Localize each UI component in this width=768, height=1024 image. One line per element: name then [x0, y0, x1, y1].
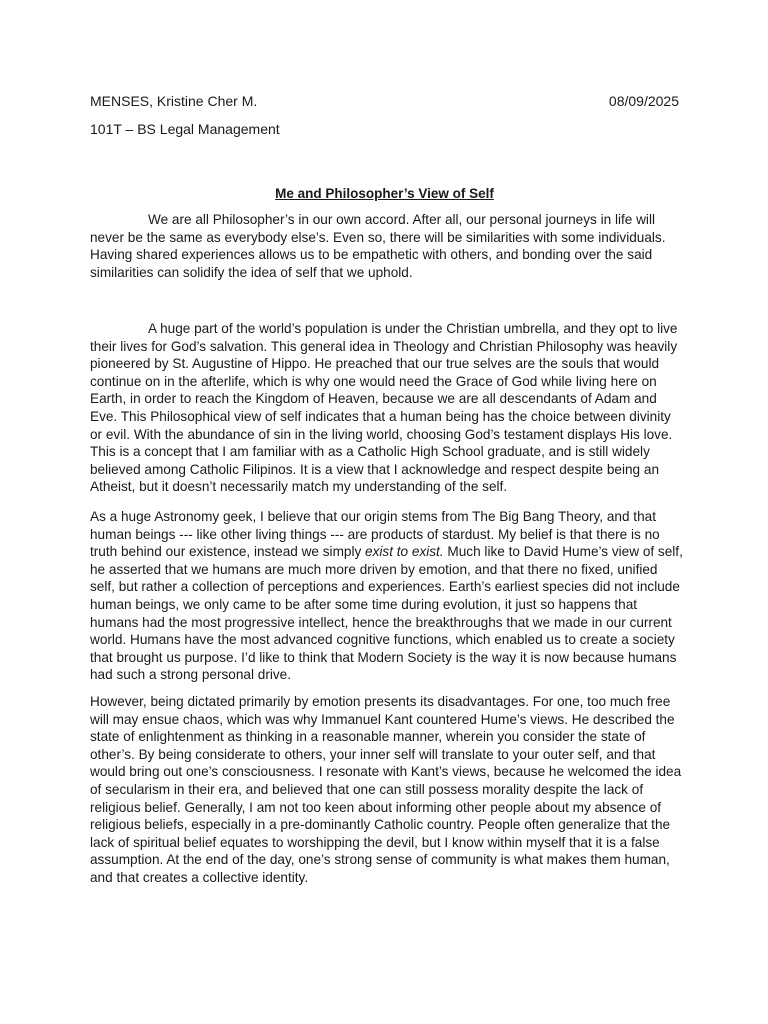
paragraph-3-emphasis: exist to exist.	[365, 544, 444, 560]
student-name: MENSES, Kristine Cher M.	[90, 93, 258, 109]
header-row	[90, 93, 679, 110]
course-label: 101T – BS Legal Management	[90, 121, 280, 137]
paragraph-4: However, being dictated primarily by emotion presents its disadvantages. For one, too much free will may ensue chaos, which was why Immanuel Kant countered Hume’s views. He described the state of enlightenment as thinking in a reasonable manner, wherein you consider the state of other’s. By being considerate to others, your inner self will translate to your outer self, and that would bring out one’s consciousness. I resonate with Kant’s views, because he welcomed the idea of secularism in their era, and believed that one can still possess morality despite the lack of religious belief. Generally, I am not too keen about informing other people about my absence of religious beliefs, especially in a pre-dominantly Catholic country. People often generalize that the lack of spiritual belief equates to worshipping the devil, but I know within myself that it is a false assumption. At the end of the day, one’s strong sense of community is what makes them human, and that creates a collective identity.	[90, 694, 682, 885]
paragraph-3-text-start: As a huge Astronomy geek, I believe that our origin stems from The Big Bang Theory, and that human beings --- like other living things --- are products of stardust. My belief is that there is no truth behind our existence, instead we simply	[90, 509, 660, 560]
paragraph-1: We are all Philosopher’s in our own accord. After all, our personal journeys in life will never be the same as everybody else’s. Even so, there will be similarities with some individuals. Having shared experiences allows us to be empathetic with others, and bonding over the said similarities can solidify the idea of self that we uphold.	[90, 212, 666, 280]
paragraph-3-text-end: Much like to David Hume’s view of self, he asserted that we humans are much more driven by emotion, and that there no fixed, unified self, but rather a collection of perceptions and experiences. Earth’s earliest species did not include human beings, we only came to be after some time during evolution, it just so happens that humans had the most progressive intellect, hence the breakthroughs that we made in our current world. Humans have the most advanced cognitive functions, which enabled us to create a society that brought us purpose. I’d like to think that Modern Society is the way it is now because humans had such a strong personal drive.	[90, 544, 683, 683]
paragraph-3	[90, 508, 685, 684]
document-title: Me and Philosopher’s View of Self	[275, 186, 494, 201]
document-page	[90, 0, 683, 1024]
course-row	[90, 121, 679, 138]
paragraph-2: A huge part of the world’s population is under the Christian umbrella, and they opt to live their lives for God’s salvation. This general idea in Theology and Christian Philosophy was heavily pioneered by St. Augustine of Hippo. He preached that our true selves are the souls that would continue on in the afterlife, which is why one would need the Grace of God while living here on Earth, in order to reach the Kingdom of Heaven, because we are all descendants of Adam and Eve. This Philosophical view of self indicates that a human being has the choice between divinity or evil. With the abundance of sin in the living world, choosing God’s testament displays His love. This is a concept that I am familiar with as a Catholic High School graduate, and is still widely believed among Catholic Filipinos. It is a view that I acknowledge and respect despite being an Atheist, but it doesn’t necessarily match my understanding of the self.	[90, 321, 678, 495]
document-date: 08/09/2025	[608, 93, 679, 109]
